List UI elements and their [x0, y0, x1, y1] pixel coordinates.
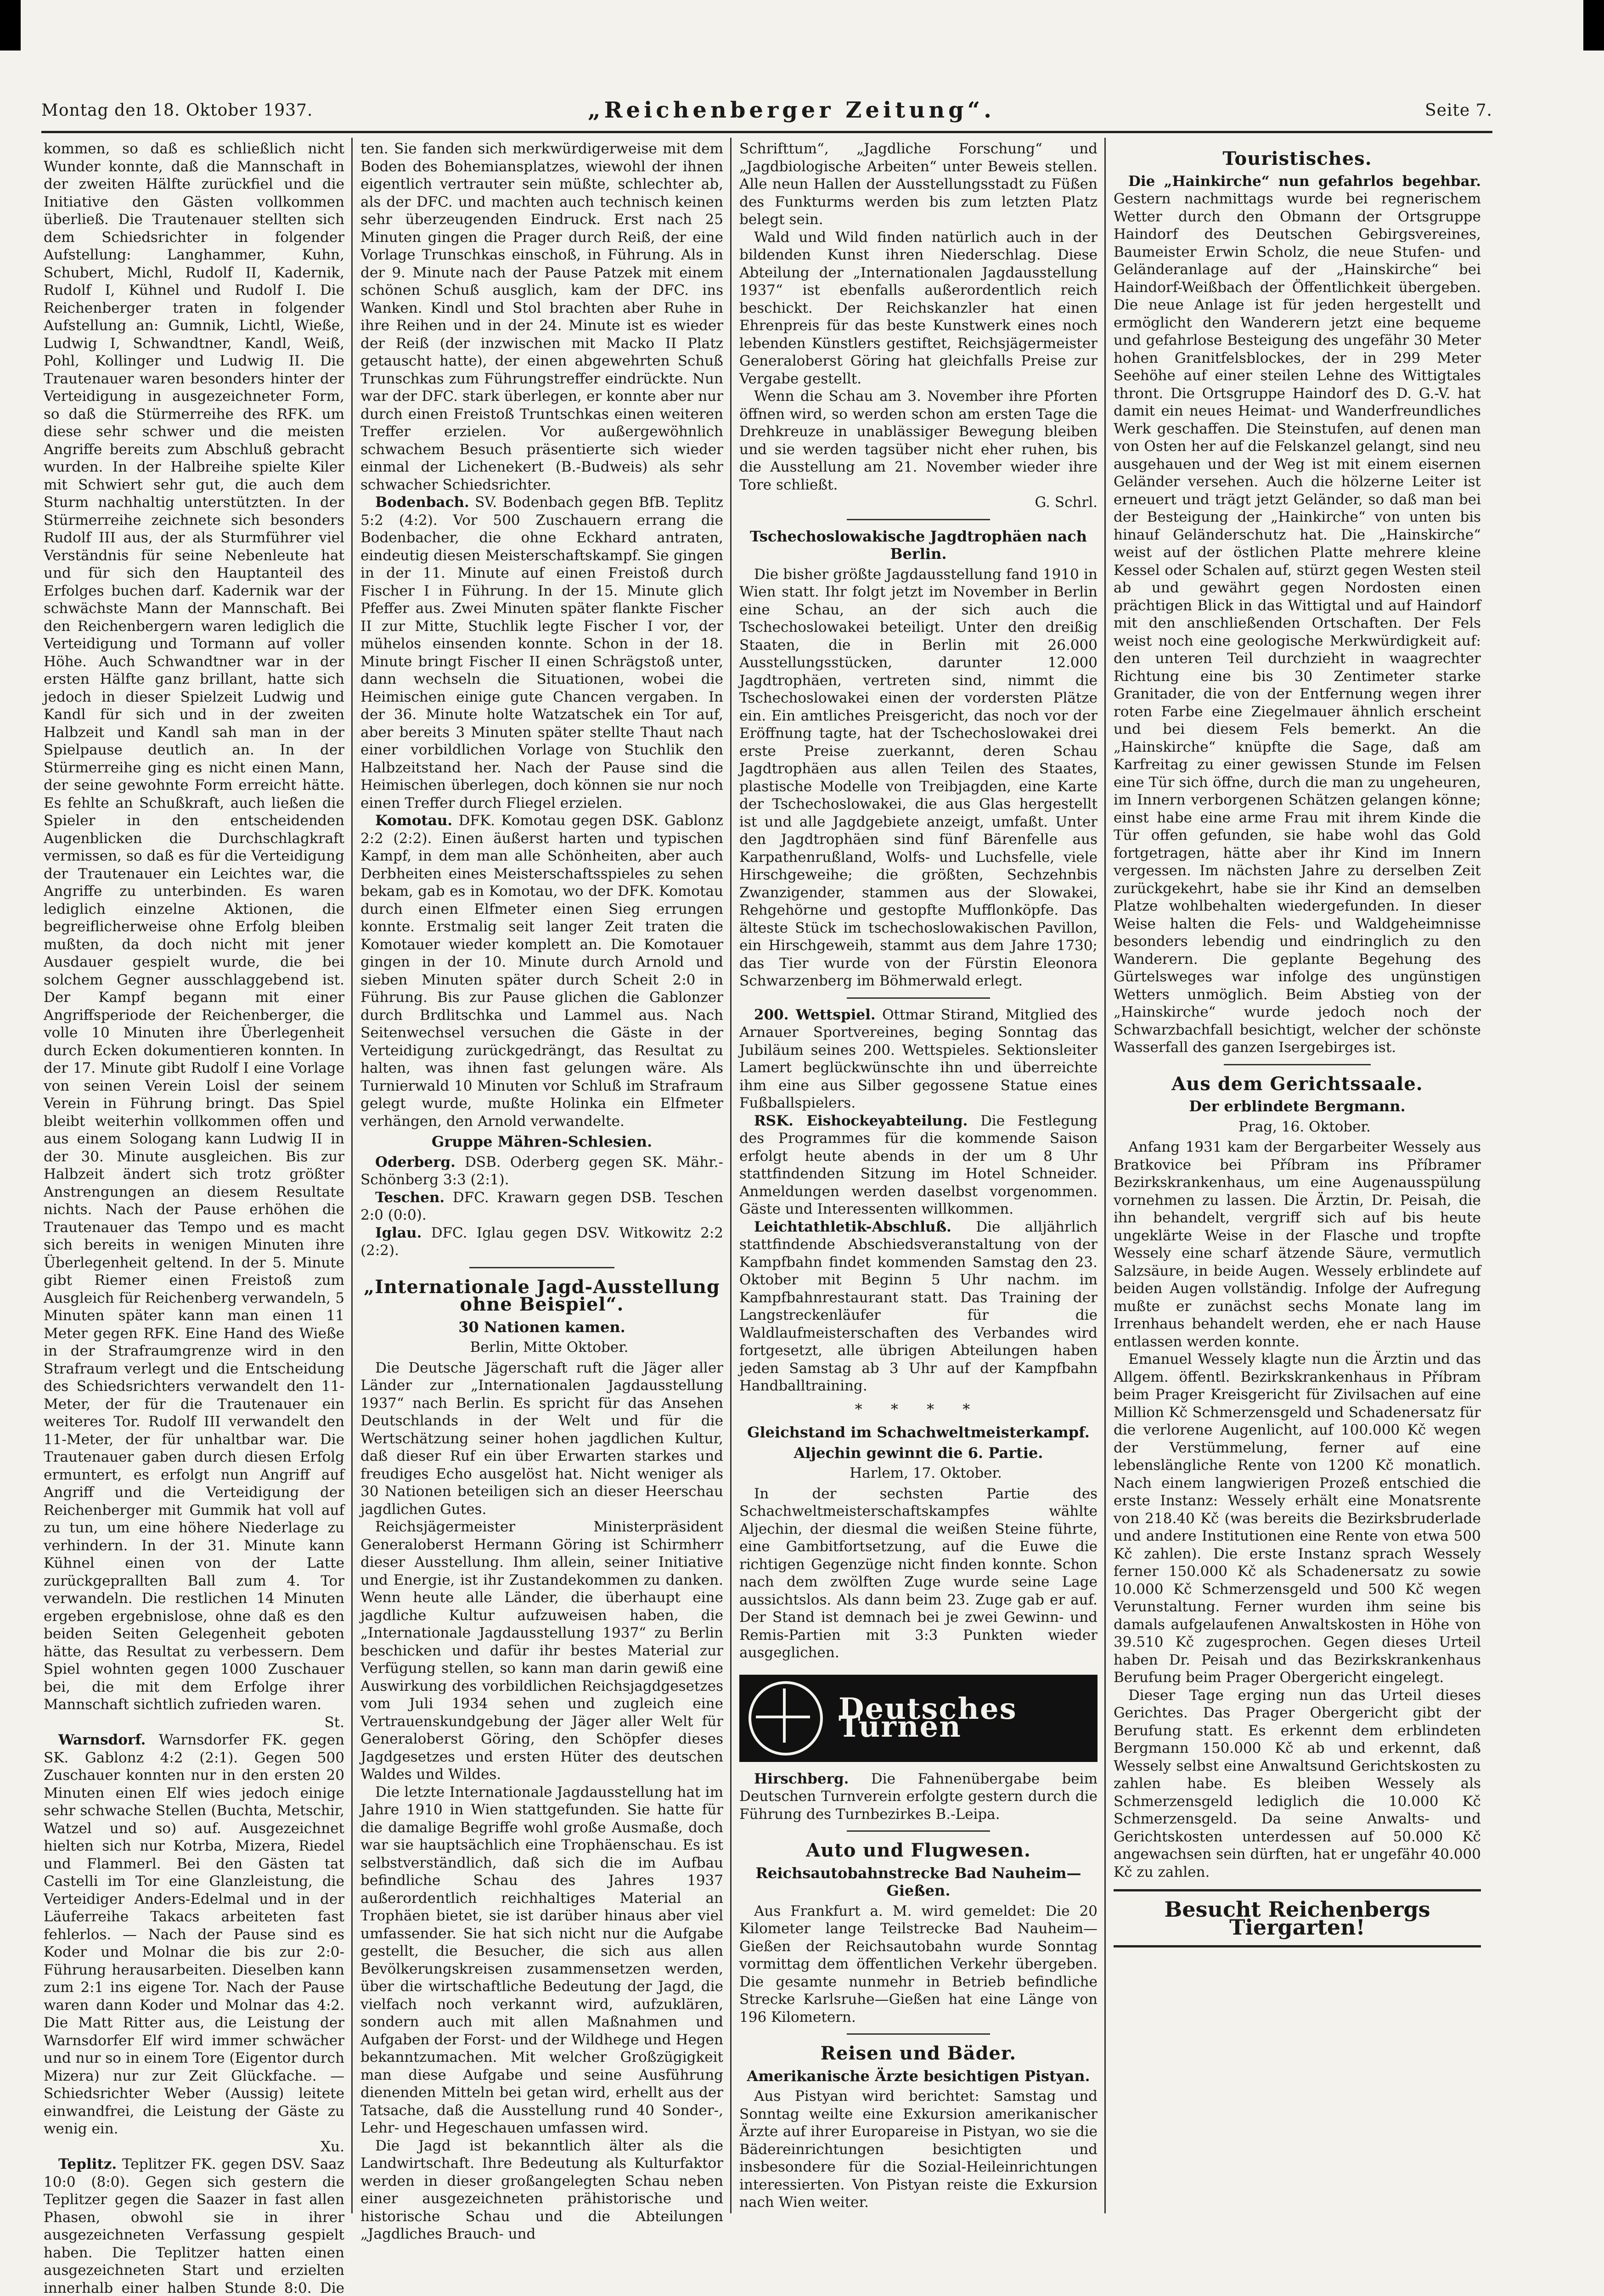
article-text: Anfang 1931 kam der Bergarbeiter Wessely aus Bratkovice bei Příbram ins Příbramer Bezirkskrankenhaus, um eine Augenausspülung vornehmen zu lassen. Die Ärztin, Dr. Peisah, die ihn behandelt, vergriff sich auf bis heute ungeklärte Weise in der Flasche und tropfte Wessely eine scharf ätzende Säure, vermutlich Salzsäure, in beide Augen. Wessely erblindete auf beiden Augen vollständig. Infolge der Aufregung mußte er zunächst sechs Monate lang im Irrenhaus behandelt werden, ehe er nach Hause entlassen werden konnte.	[1114, 1139, 1481, 1350]
article-text: In der sechsten Partie des Schachweltmeisterschaftskampfes wählte Aljechin, der diesmal die weißen Steine führte, eine Gambitfortsetzung, auf die Euwe die richtigen Gegenzüge nicht finden konnte. Schon nach dem zwölften Zuge wurde seine Lage aussichtslos. Als dann beim 23. Zuge gab er auf. Der Stand ist demnach bei je zwei Gewinn- und Remis-Partien mit 3:3 Punkten wieder ausgeglichen.	[739, 1485, 1097, 1661]
article-text: Die Deutsche Jägerschaft ruft die Jäger aller Länder zur „Internationalen Jagdausstellung 1937“ nach Berlin. Es spricht für das Ansehen Deutschlands in der Welt und für die Wertschätzung seiner hohen jagdlichen Kultur, daß dieser Ruf ein über Erwarten starkes und freudiges Echo ausgelöst hat. Nicht weniger als 30 Nationen beteiligen sich an dieser Heerschau jagdlichen Gutes.	[360, 1359, 723, 1518]
masthead: „Reichenberger Zeitung“.	[588, 97, 995, 123]
paragraph-lead: Warnsdorf.	[58, 1732, 146, 1748]
article-text: Die Festlegung des Programmes für die kommende Saison erfolgt heute abends in der um 8 Uhr stattfindenden Sitzung im Hotel Schneider. Anmeldungen werden daselbst vorgenommen. Gäste und Interessenten willkommen.	[739, 1112, 1097, 1217]
article-text: Wald und Wild finden natürlich auch in der bildenden Kunst ihren Niederschlag. Diese Abteilung der „Internationalen Jagdausstellung 1937“ ist ebenfalls außerordentlich reich beschickt. Der Reichskanzler hat einen Ehrenpreis für das beste Kunstwerk eines noch lebenden Künstlers gestiftet, Reichsjägermeister Generaloberst Göring hat gleichfalls Preise zur Vergabe gestellt.	[739, 229, 1097, 387]
paragraph-lead: Bodenbach.	[375, 494, 469, 511]
article-text: Wenn die Schau am 3. November ihre Pforten öffnen wird, so werden schon am ersten Tage die Drehkreuze in unablässiger Bewegung bleiben und sie werden tagsüber nicht eher ruhen, bis die Ausstellung am 21. November wieder ihre Tore schließt.	[739, 388, 1097, 493]
scan-edge-left	[0, 0, 21, 51]
tiergarten-ad: Besucht Reichenbergs Tiergarten!	[1114, 1889, 1481, 1947]
paragraph-lead: Teplitz.	[58, 2156, 117, 2172]
article-text: Aus Pistyan wird berichtet: Samstag und Sonntag weilte eine Exkursion amerikanischer Ärzte auf ihrer Europareise in Pistyan, wo sie die Bädereinrichtungen besichtigten und insbesondere für die Sozial-Heileinrichtungen interessierten. Von Pistyan reiste die Exkursion nach Wien weiter.	[739, 2088, 1097, 2211]
article-headline: Tschechoslowakische Jagdtrophäen nach Berlin.	[750, 527, 1087, 563]
turnen-banner	[739, 1675, 1097, 1762]
article-text: ten. Sie fanden sich merkwürdigerweise mit dem Boden des Bohemiansplatzes, wiewohl der ihnen eigentlich vertrauter sein müßte, schlechter ab, als der DFC. und machten auch technisch keinen sehr überzeugenden Eindruck. Erst nach 25 Minuten gingen die Prager durch Reiß, der eine Vorlage Trunschkas einschoß, in Führung. Als in der 9. Minute nach der Pause Patzek mit einem schönen Schuß ausglich, kam der DFC. ins Wanken. Kindl und Stol brachten aber Ruhe in ihre Reihen und in der 24. Minute ist es wieder der Reiß (der inzwischen mit Macko II Platz getauscht hatte), der einen abgewehrten Schuß Trunschkas zum Führungstreffer eindrückte. Nun war der DFC. stark überlegen, er konnte aber nur durch einen Freistoß Truntschkas einen weiteren Treffer erzielen. Vor außergewöhnlich schwachem Besuch präsentierte sich wieder einmal der Lichenekert (B.-Budweis) als sehr schwacher Schiedsrichter.	[360, 141, 723, 493]
section-heading: Aus dem Gerichtssaale.	[1171, 1073, 1423, 1095]
dateline: Berlin, Mitte Oktober.	[470, 1339, 629, 1356]
article-text: Die letzte Internationale Jagdausstellung hat im Jahre 1910 in Wien stattgefunden. Sie hatte für die damalige Begriffe wohl große Ausmaße, doch war sie hauptsächlich eine Trophäenschau. Es ist selbstverständlich, daß sich die im Aufbau befindliche Schau des Jahres 1937 außerordentlich reichhaltiges Material an Trophäen bietet, sie ist darüber hinaus aber viel umfassender. Sie hat sich nicht nur die Aufgabe gestellt, die Besucher, die sich aus allen Bevölkerungskreisen zusammensetzen werden, über die wirtschaftliche Bedeutung der Jagd, die vielfach noch verkannt wird, aufzuklären, sondern auch mit allen Maßnahmen und Aufgaben der Forst- und der Wildhege und Hegen bekanntzumachen. Mit welcher Großzügigkeit man diese Aufgabe und seine Ausführung dienenden Mitteln bei getan wird, erhellt aus der Tatsache, daß die Ausstellung rund 40 Sonder-, Lehr- und Hegeschauen umfassen wird.	[360, 1784, 723, 2136]
section-rule	[847, 2033, 990, 2035]
column-4	[1114, 140, 1481, 2204]
column-divider	[730, 138, 732, 2213]
section-separator: * * * *	[855, 1400, 982, 1418]
dateline: Harlem, 17. Oktober.	[850, 1465, 1002, 1481]
paragraph-lead: 200. Wettspiel.	[754, 1006, 876, 1023]
paragraph-lead: Leichtathletik-Abschluß.	[754, 1218, 951, 1235]
issue-date: Montag den 18. Oktober 1937.	[41, 101, 313, 120]
result-line: DFC. Iglau gegen DSV. Witkowitz 2:2 (2:2).	[360, 1224, 723, 1259]
result-line: DFC. Krawarn gegen DSB. Teschen 2:0 (0:0).	[360, 1189, 723, 1223]
paragraph-lead: Komotau.	[375, 812, 453, 829]
section-rule	[847, 519, 990, 520]
article-subheadline: Reichsautobahnstrecke Bad Nauheim—Gießen.	[755, 1864, 1081, 1899]
section-rule	[469, 1267, 614, 1268]
article-subheadline: Amerikanische Ärzte besichtigen Pistyan.	[747, 2067, 1090, 2085]
scan-edge-right	[1583, 0, 1604, 51]
header-rule	[41, 131, 1492, 133]
article-headline: „Internationale Jagd-Ausstellung ohne Beispiel“.	[364, 1276, 720, 1315]
article-text: DFK. Komotau gegen DSK. Gablonz 2:2 (2:2). Einen äußerst harten und typischen Kampf, in dem man alle Schönheiten, aber auch Derbheiten eines Meisterschaftsspieles zu sehen bekam, gab es in Komotau, wo der DFK. Komotau durch einen Elfmeter einen Sieg errungen konnte. Erstmalig seit langer Zeit traten die Komotauer wieder komplett an. Die Komotauer gingen in der 10. Minute durch Arnold und sieben Minuten später durch Scheit 2:0 in Führung. Bis zur Pause glichen die Gablonzer durch Brdlitschka und Lammel aus. Nach Seitenwechsel versuchen die Gäste in der Verteidigung zurückgedrängt, das Resultat zu halten, was ihnen fast gelungen wäre. Als Turnierwald 10 Minuten vor Schluß im Strafraum gelegt wurde, mußte Holinka ein Elfmeter verhängen, den Arnold verwandelte.	[360, 812, 723, 1130]
column-divider	[351, 138, 353, 2213]
turner-cross-icon	[749, 1681, 823, 1756]
article-text: Die Jagd ist bekanntlich älter als die Landwirtschaft. Ihre Bedeutung als Kulturfaktor werden in dieser großangelegten Schau neben einer ausgezeichneten prähistorische und historische Schau und die Abteilungen „Jagdliches Brauch- und	[360, 2137, 723, 2242]
section-rule	[847, 1830, 990, 1832]
article-text: Die Fahnenübergabe beim Deutschen Turnverein erfolgte gestern durch die Führung des Turnbezirkes B.-Leipa.	[739, 1770, 1097, 1823]
article-text: Aus Frankfurt a. M. wird gemeldet: Die 20 Kilometer lange Teilstrecke Bad Nauheim—Gießen der Reichsautobahn wurde Sonntag vormittag dem öffentlichen Verkehr übergeben. Die gesamte nunmehr in Betrieb befindliche Strecke Karlsruhe—Gießen hat eine Länge von 196 Kilometern.	[739, 1902, 1097, 2026]
article-text: Die bisher größte Jagdausstellung fand 1910 in Wien statt. Ihr folgt jetzt im November in Berlin eine Schau, an der sich auch die Tschechoslowakei beteiligt. Unter den dreißig Staaten, die in Berlin mit 26.000 Ausstellungsstücken, darunter 12.000 Jagdtrophäen, vertreten sind, nimmt die Tschechoslowakei einen der vordersten Plätze ein. Ein amtliches Preisgericht, das noch vor der Eröffnung tagte, hat der Tschechoslowakei drei erste Preise zuerkannt, deren Schau Jagdtrophäen aus allen Teilen des Staates, plastische Modelle von Treibjagden, eine Karte der Tschechoslowakei, die aus Glas hergestellt ist und alle Jagdgebiete anzeigt, umfaßt. Unter den Jagdtrophäen sind fünf Bärenfelle aus Karpathenrußland, Wolfs- und Luchsfelle, viele Hirschgeweihe; die größten, Sechzehnbis Zwanzigender, stammen aus der Slowakei, Rehgehörne und gestopfte Mufflonköpfe. Das älteste Stück im tschechoslowakischen Pavillon, ein Hirschgeweih, stammt aus dem Jahre 1730; das Tier wurde von der Fürstin Eleonora Schwarzenberg im Böhmerwald erlegt.	[739, 566, 1097, 989]
column-divider	[1104, 138, 1106, 2213]
article-text: Schrifttum“, „Jagdliche Forschung“ und „Jagdbiologische Arbeiten“ unter Beweis stellen. Alle neun Hallen der Ausstellungsstadt zu Füßen des Funkturms werden bis zum letzten Platz belegt sein.	[739, 141, 1097, 228]
article-text: kommen, so daß es schließlich nicht Wunder konnte, daß die Mannschaft in der zweiten Hälfte zurückfiel und die Initiative den Gästen vollkommen überließ. Die Trautenauer stellten sich dem Schiedsrichter in folgender Aufstellung: Langhammer, Kuhn, Schubert, Michl, Rudolf II, Kadernik, Rudolf I, Kühnel und Rudolf I. Die Reichenberger traten in folgender Aufstellung an: Gumnik, Lichtl, Wieße, Ludwig I, Schwandtner, Kandl, Weiß, Pohl, Kollinger und Ludwig II. Die Trautenauer waren besonders hinter der Verteidigung in ausgezeichneter Form, so daß die Stürmerreihe des RFK. um diese sehr schwer und die meisten Angriffe bereits zum Abschluß gebracht wurden. In der Halbreihe spielte Kiler mit Schwiert sehr gut, die auch dem Sturm nachhaltig unterstützten. In der Stürmerreihe zeichnete sich besonders Rudolf III aus, der als Sturmführer viel Verständnis für seine Nebenleute hat und für sich den Hauptanteil des Erfolges buchen darf. Kadernik war der schwächste Mann der Mannschaft. Bei den Reichenbergern waren lediglich die Verteidigung und Tormann auf voller Höhe. Auch Schwandtner war in der ersten Hälfte ganz brillant, hatte sich jedoch in dieser Spielzeit Ludwig und Kandl für sich und in der zweiten Halbzeit und Kandl sah man in der Spielpause deutlich an. In der Stürmerreihe ging es nicht einen Mann, der seine gewohnte Form erreicht hätte. Es fehlte an Schußkraft, auch ließen die Spieler in den entscheidenden Augenblicken die Durchschlagkraft vermissen, so daß es für die Verteidigung der Trautenauer ein Leichtes war, die Angriffe zu unterbinden. Es waren lediglich einzelne Aktionen, die begreiflicherweise ohne Erfolg bleiben mußten, da doch nicht mit jener Ausdauer gespielt wurde, die bei solchem Gegner ausschlaggebend ist. Der Kampf begann mit einer Angriffsperiode der Reichenberger, die volle 10 Minuten ihre Überlegenheit durch Ecken dokumentieren konnten. In der 17. Minute gibt Rudolf I eine Vorlage von seinen Verein Loisl der seinem Verein in Führung bringt. Das Spiel bleibt weiterhin vollkommen offen und aus einem Sologang kann Ludwig II in der 30. Minute ausgleichen. Bis zur Halbzeit ändert sich trotz größter Anstrengungen an diesem Resultate nichts. Nach der Pause erhöhen die Trautenauer das Tempo und es macht sich bereits in wenigen Minuten ihre Überlegenheit geltend. In der 5. Minute gibt Riemer einen Freistoß zum Ausgleich für Reichenberg verwandeln, 5 Minuten später kann man einen 11 Meter gegen RFK. Eine Hand des Wieße in der Strafraumgrenze wird in den Strafraum verlegt und die Entscheidung des Schiedsrichters verwandelt den 11-Meter, der für die Trautenauer ein weiteres Tor. Rudolf III verwandelt den 11-Meter, der für unhaltbar war. Die Trautenauer gaben durch diesen Erfolg ermuntert, es erfolgt nun Angriff auf Angriff und die Verteidigung der Reichenberger mit Gummik hat voll auf zu tun, um eine höhere Niederlage zu verhindern. In der 31. Minute kann Kühnel einen von der Latte zurückgeprallten Ball zum 4. Tor verwandeln. Die restlichen 14 Minuten ergeben ergebnislose, ohne daß es den beiden Seiten Gelegenheit geboten hätte, das Resultat zu verbessern. Dem Spiel wohnten gegen 1000 Zuschauer bei, die mit dem Erfolge ihrer Mannschaft sichtlich zufrieden waren.	[44, 141, 344, 1713]
dateline: Prag, 16. Oktober.	[1238, 1118, 1371, 1135]
article-text: Dieser Tage erging nun das Urteil dieses Gerichtes. Das Prager Obergericht gibt der Berufung statt. Es erkennt dem erblindeten Bergmann 150.000 Kč ab und erkennt, daß Wessely selbst eine Anwaltsund Gerichtskosten zu zahlen habe. Es bleiben Wessely als Schmerzensgeld lediglich die 10.000 Kč Schmerzensgeld. Da seine Anwalts- und Gerichtskosten unterdessen auf 50.000 Kč angewachsen sein dürften, hat er ungefähr 40.000 Kč zu zahlen.	[1114, 1687, 1481, 1880]
section-heading: Reisen und Bäder.	[820, 2043, 1017, 2064]
column-2	[360, 140, 724, 2242]
paragraph-lead: Die „Hainkirche“ nun gefahrlos begehbar.	[1128, 173, 1481, 190]
article-text: Warnsdorfer FK. gegen SK. Gablonz 4:2 (2:1). Gegen 500 Zuschauer konnten nur in den ersten 20 Minuten einen Elf wies jedoch einige sehr schwache Stellen (Buchta, Metschir, Watzel und so) auf. Ausgezeichnet hielten sich nur Kotrba, Mizera, Riedel und Flammerl. Bei den Gästen tat Castelli im Tor eine Glanzleistung, die Verteidiger Anders-Edelmal und in der Läuferreihe Takacs arbeiteten fast fehlerlos. — Nach der Pause sind es Koder und Molnar die bis zur 2:0-Führung herausarbeiten. Dieselben kann zum 2:1 ins eigene Tor. Nach der Pause waren dann Koder und Molnar das 4:2. Die Matt Ritter aus, die Leistung der Warnsdorfer Elf wird immer schwächer und nur so in einem Tore (Eigentor durch Mizera) nur zur Zeit Glückfache. — Schiedsrichter Weber (Aussig) leitete einwandfrei, die Leistung der Gäste zu wenig ein.	[44, 1732, 344, 2137]
paragraph-lead: Oderberg.	[375, 1154, 456, 1171]
article-text: Emanuel Wessely klagte nun die Ärztin und das Allgem. öffentl. Bezirkskrankenhaus in Příbram beim Prager Kreisgericht für Zivilsachen auf eine Million Kč Schmerzensgeld und Schadenersatz für die verlorene Augenlicht, auf 100.000 Kč wegen der Verstümmelung, ferner auf eine lebenslängliche Rente von 1200 Kč monatlich. Nach einem langwierigen Prozeß entschied die erste Instanz: Wessely erhält eine Monatsrente von 218.40 Kč (was bereits die Bezirksbruderlade und andere Institutionen eine Rente von etwa 500 Kč zahlen). Die erste Instanz sprach Wessely ferner 150.000 Kč als Schadenersatz zu sowie 10.000 Kč Schmerzensgeld und 500 Kč wegen Verunstaltung. Ferner wurden ihm seine bis damals aufgelaufenen Anwaltskosten in Höhe von 39.510 Kč zugesprochen. Gegen dieses Urteil haben Dr. Peisah und das Bezirkskrankenhaus Berufung beim Prager Obergericht eingelegt.	[1114, 1351, 1481, 1686]
article-text: Ottmar Stirand, Mitglied des Arnauer Sportvereines, beging Sonntag das Jubiläum seines 200. Wettspieles. Sektionsleiter Lamert beglückwünschte ihn und überreichte ihm eine aus Silber gegossene Statue eines Fußballspielers.	[739, 1006, 1097, 1111]
article-text: Reichsjägermeister Ministerpräsident Generaloberst Hermann Göring ist Schirmherr dieser Ausstellung. Ihm allein, seiner Initiative und Energie, ist ihr Zustandekommen zu danken. Wenn heute alle Länder, die überhaupt eine jagdliche Kultur aufzuweisen haben, die „Internationale Jagdausstellung 1937“ zu Berlin beschicken und dafür ihr bestes Material zur Verfügung stellen, so kann man darin gewiß eine Auswirkung des vorbildlichen Reichsjagdgesetzes vom Juli 1934 sehen und zugleich eine Vertrauenskundgebung der Jäger aller Welt für Generaloberst Göring, den Schöpfer dieses Jagdgesetzes und ersten Hüter des deutschen Waldes und Wildes.	[360, 1519, 723, 1783]
banner-title: Deutsches Turnen	[839, 1692, 1017, 1744]
section-heading: Auto und Flugwesen.	[806, 1840, 1031, 1861]
section-rule	[847, 997, 990, 999]
section-rule	[1224, 1064, 1371, 1065]
article-subheadline: 30 Nationen kamen.	[458, 1318, 625, 1336]
article-subheadline: Aljechin gewinnt die 6. Partie.	[794, 1444, 1043, 1462]
article-signature: St.	[324, 1714, 344, 1731]
article-signature: G. Schrl.	[1035, 494, 1097, 511]
article-signature: Xu.	[321, 2138, 344, 2155]
article-headline: Gleichstand im Schachweltmeisterkampf.	[747, 1424, 1090, 1441]
section-heading: Touristisches.	[1222, 148, 1372, 169]
page-number: Seite 7.	[1424, 101, 1492, 120]
section-subheading: Gruppe Mähren-Schlesien.	[431, 1133, 653, 1150]
article-text: SV. Bodenbach gegen BfB. Teplitz 5:2 (4:2). Vor 500 Zuschauern errang die Bodenbacher, die ohne Eckhard antraten, eindeutig diesen Meisterschaftskampf. Sie gingen in der 11. Minute auf einen Freistoß durch Fischer I in Führung. In der 15. Minute glich Pfeffer aus. Zwei Minuten später flankte Fischer II zur Mitte, Stuchlik legte Fischer I vor, der mühelos einsenden konnte. Schon in der 18. Minute bringt Fischer II einen Schrägstoß unter, dann wechseln die Situationen, wobei die Heimischen einige gute Chancen vergaben. In der 36. Minute holte Watzatschek ein Tor auf, aber bereits 3 Minuten später stellte Thaut nach einer vorbildlichen Vorlage von Stuchlik den Halbzeitstand her. Nach der Pause sind die Heimischen überlegen, doch können sie nur noch einen Treffer durch Fliegel erzielen.	[360, 494, 724, 811]
column-3	[739, 140, 1097, 2211]
paragraph-lead: Teschen.	[375, 1189, 445, 1206]
article-text: Die alljährlich stattfindende Abschiedsveranstaltung von der Kampfbahn findet kommenden Samstag den 23. Oktober mit Beginn 5 Uhr nachm. im Kampfbahnrestaurant statt. Das Training der Langstreckenläufer für die Waldlaufmeisterschaften des Verbandes wird fortgesetzt, alle übrigen Abteilungen haben jeden Samstag ab 3 Uhr auf der Kampfbahn Handballtraining.	[739, 1218, 1097, 1394]
article-text: Gestern nachmittags wurde bei regnerischem Wetter durch den Obmann der Ortsgruppe Haindorf des Deutschen Gebirgsvereines, Baumeister Erwin Scholz, die neue Stufen- und Geländeranlage auf der „Hainskirche“ bei Haindorf-Weißbach der Öffentlichkeit übergeben. Die neue Anlage ist für jeden hergestellt und ermöglicht den Wanderern jetzt eine bequeme und gefahrlose Besteigung des ungefähr 30 Meter hohen Granitfelsblockes, der in 299 Meter Seehöhe auf einer steilen Lehne des Wittigtales thront. Die Ortsgruppe Haindorf des D. G.-V. hat damit ein neues Heimat- und Wanderfreundliches Werk geschaffen. Die Steinstufen, auf denen man von Osten her auf die Felskanzel gelangt, sind neu ausgehauen und der Weg ist mit einem eisernen Geländer versehen. Auch die hölzerne Leiter ist erneuert und trägt jetzt Geländer, so daß man bei der Besteigung der „Hainkirche“ von unten bis hinauf Geländerschutz hat. Die „Hainskirche“ weist auf der östlichen Platte mehrere kleine Kessel oder Schalen auf, stürzt gegen Westen steil ab und gewährt gegen Nordosten einen prächtigen Blick in das Wittigtal und auf Haindorf mit den anschließenden Ortschaften. Der Fels weist noch eine geologische Merkwürdigkeit auf: den unteren Teil durchzieht in waagrechter Richtung eine bis 30 Zentimeter starke Granitader, die von der Entfernung wegen ihrer roten Farbe eine Ziegelmauer ähnlich erscheint und bei diesem Fels bemerkt. An die „Hainskirche“ knüpfte die Sage, daß am Karfreitag zu einer gewissen Stunde im Felsen eine Tür sich öffne, durch die man zu ungeheuren, im Innern verborgenen Schätzen gelangen könne; einst habe eine arme Frau mit ihrem Kinde die Tür offen gefunden, sie habe wohl das Gold fortgetragen, hätte aber ihr Kind im Innern vergessen. Im nächsten Jahre zu derselben Zeit zurückgekehrt, habe sie ihr Kind an demselben Platze wohlbehalten wiedergefunden. In dieser Weise halten die Fels- und Waldgeheimnisse besonders lebendig und eindringlich zu den Wanderern. Die geplante Begehung des Gürtelsweges war infolge des ungünstigen Wetters unmöglich. Beim Abstieg von der „Hainskirche“ wurde jedoch noch der Schwarzbachfall besichtigt, welcher der schönste Wasserfall des ganzen Isergebirges ist.	[1114, 191, 1481, 1056]
result-line: DSB. Oderberg gegen SK. Mähr.-Schönberg 3:3 (2:1).	[360, 1154, 723, 1188]
page-header	[41, 97, 1492, 133]
column-1	[44, 140, 344, 2296]
paragraph-lead: Hirschberg.	[754, 1770, 849, 1787]
article-subheadline: Der erblindete Bergmann.	[1189, 1097, 1406, 1115]
article-text: Teplitzer FK. gegen DSV. Saaz 10:0 (8:0). Gegen sich gestern die Teplitzer gegen die Saazer in fast allen Phasen, obwohl sie in ihrer ausgezeichneten Verfassung gespielt haben. Die Teplitzer hatten einen ausgezeichneten Start und erzielten innerhalb einer halben Stunde 8:0. Die	[44, 2156, 344, 2296]
paragraph-lead: Iglau.	[375, 1224, 422, 1241]
paragraph-lead: RSK. Eishockeyabteilung.	[754, 1112, 968, 1129]
